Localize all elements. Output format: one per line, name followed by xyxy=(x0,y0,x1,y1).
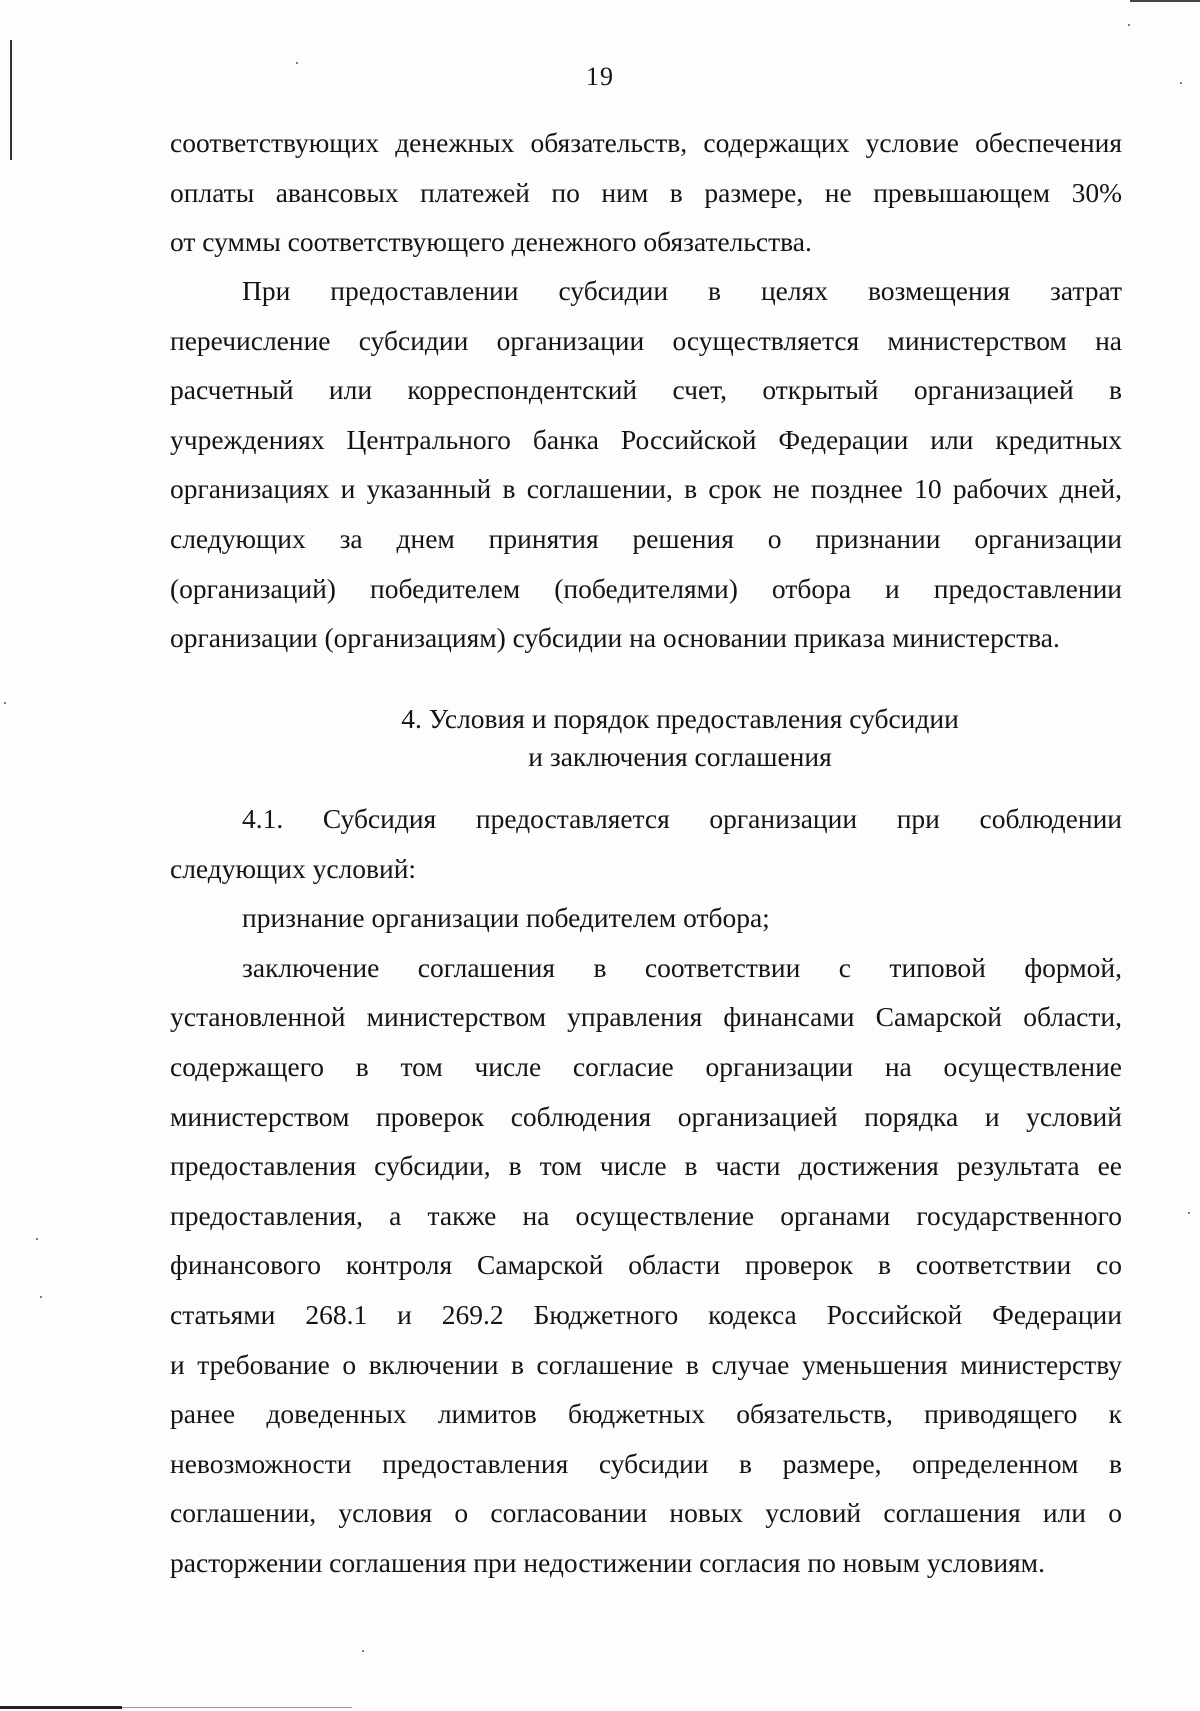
text-line: учреждениях Центрального банка Российской Федерации или кредитных xyxy=(170,423,1122,455)
scan-speck xyxy=(4,702,6,704)
text-line: содержащего в том числе согласие организации на осуществление xyxy=(170,1050,1122,1082)
text-line: заключение соглашения в соответствии с типовой формой, xyxy=(242,951,1122,983)
text-line: признание организации победителем отбора; xyxy=(242,902,770,934)
text-line: предоставления, а также на осуществление органами государственного xyxy=(170,1199,1122,1231)
text-line: перечисление субсидии организации осуществляется министерством на xyxy=(170,324,1122,356)
paragraph-subsidy-transfer xyxy=(170,266,1122,663)
text-line: невозможности предоставления субсидии в размере, определенном в xyxy=(170,1447,1122,1479)
section-heading-line: 4. Условия и порядок предоставления субсидии xyxy=(401,703,959,734)
section-heading-line: и заключения соглашения xyxy=(528,741,832,772)
scan-speck xyxy=(36,1238,38,1240)
text-line: предоставления субсидии, в том числе в части достижения результата ее xyxy=(170,1150,1122,1182)
text-line: организации (организациям) субсидии на основании приказа министерства. xyxy=(170,622,1060,654)
text-line: организациях и указанный в соглашении, в срок не позднее 10 рабочих дней, xyxy=(170,473,1122,505)
text-line: расчетный или корреспондентский счет, открытый организацией в xyxy=(170,374,1122,406)
scan-speck xyxy=(40,1296,42,1298)
scan-speck xyxy=(1128,24,1130,26)
text-line: расторжении соглашения при недостижении согласия по новым условиям. xyxy=(170,1546,1045,1578)
text-line: и требование о включении в соглашение в случае уменьшения министерству xyxy=(170,1348,1122,1380)
scan-bottom-line-faint xyxy=(122,1707,352,1708)
scan-edge-line xyxy=(1130,0,1200,2)
text-line: от суммы соответствующего денежного обязательства. xyxy=(170,226,812,258)
text-line: 4.1. Субсидия предоставляется организации при соблюдении xyxy=(242,803,1122,834)
text-line: министерством проверок соблюдения организацией порядка и условий xyxy=(170,1100,1122,1132)
scan-speck xyxy=(362,1650,364,1652)
page-number: 19 xyxy=(586,62,614,91)
text-line: следующих за днем принятия решения о признании организации xyxy=(170,522,1122,554)
text-line: (организаций) победителем (победителями) отбора и предоставлении xyxy=(170,572,1122,604)
text-line: следующих условий: xyxy=(170,852,417,884)
section-heading xyxy=(170,700,1190,776)
text-line: ранее доведенных лимитов бюджетных обязательств, приводящего к xyxy=(170,1398,1122,1430)
scan-bottom-line xyxy=(0,1706,122,1709)
text-line: При предоставлении субсидии в целях возмещения затрат xyxy=(242,275,1122,306)
text-line: установленной министерством управления финансами Самарской области, xyxy=(170,1001,1122,1033)
text-line: оплаты авансовых платежей по ним в размере, не превышающем 30% xyxy=(170,176,1122,208)
scan-margin-line xyxy=(10,40,12,160)
text-line: статьями 268.1 и 269.2 Бюджетного кодекса Российской Федерации xyxy=(170,1298,1122,1330)
scan-speck xyxy=(1188,1212,1190,1214)
text-line: соглашении, условия о согласовании новых условий соглашения или о xyxy=(170,1497,1122,1529)
paragraph-continuation xyxy=(170,118,1122,267)
section-4-body xyxy=(170,794,1122,1588)
text-line: соответствующих денежных обязательств, содержащих условие обеспечения xyxy=(170,127,1122,158)
text-line: финансового контроля Самарской области проверок в соответствии со xyxy=(170,1249,1122,1281)
